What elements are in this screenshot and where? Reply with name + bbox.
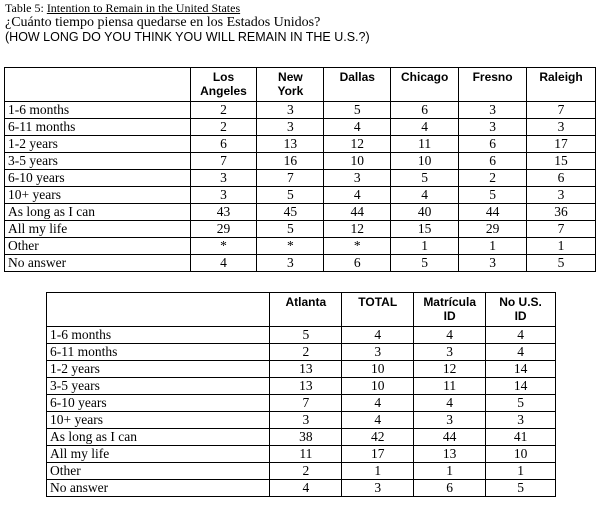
table-cities	[4, 67, 596, 272]
table-cell: 3	[342, 344, 414, 361]
table-cell: 2	[270, 463, 342, 480]
table-cell: 1	[391, 238, 459, 255]
table-cell: 3	[342, 480, 414, 497]
table-cell: *	[190, 238, 257, 255]
table-cell: 12	[324, 136, 391, 153]
table-row	[47, 446, 556, 463]
row-label: 1-2 years	[5, 136, 191, 153]
table-row	[5, 238, 596, 255]
table-cell: 7	[527, 221, 596, 238]
table-cell: 4	[414, 395, 486, 412]
table-cell: 5	[391, 255, 459, 272]
table-cell: 7	[270, 395, 342, 412]
table-row	[5, 255, 596, 272]
column-header: Chicago	[391, 68, 459, 102]
table-cell: 4	[391, 119, 459, 136]
table-cell: 5	[391, 170, 459, 187]
table-cell: 4	[486, 327, 556, 344]
table-row	[5, 170, 596, 187]
table-cell: 4	[342, 327, 414, 344]
table-cell: 3	[414, 344, 486, 361]
caption-spanish: ¿Cuánto tiempo piensa quedarse en los Estados Unidos?	[5, 15, 321, 30]
table-cell: 3	[257, 119, 324, 136]
table-cell: 5	[527, 255, 596, 272]
table-cell: 45	[257, 204, 324, 221]
caption-prefix: Table 5:	[5, 1, 47, 15]
table-totals-body	[47, 327, 556, 497]
table-cell: 43	[190, 204, 257, 221]
column-header: TOTAL	[342, 293, 414, 327]
table-cell: 12	[414, 361, 486, 378]
row-label: 3-5 years	[47, 378, 270, 395]
table-cell: 12	[324, 221, 391, 238]
table-row	[5, 102, 596, 119]
table-cell: 4	[270, 480, 342, 497]
row-label: All my life	[47, 446, 270, 463]
table-cell: 2	[190, 119, 257, 136]
table-row	[47, 327, 556, 344]
row-label: 10+ years	[47, 412, 270, 429]
table-cell: 4	[391, 187, 459, 204]
column-header: Matrícula ID	[414, 293, 486, 327]
header-row	[5, 68, 596, 102]
table-cell: 5	[486, 395, 556, 412]
table-cell: 36	[527, 204, 596, 221]
table-row	[47, 480, 556, 497]
column-header: Los Angeles	[190, 68, 257, 102]
table-cell: 6	[391, 102, 459, 119]
table-cell: 3	[527, 187, 596, 204]
table-cell: 4	[190, 255, 257, 272]
row-label: 1-2 years	[47, 361, 270, 378]
caption-english: (HOW LONG DO YOU THINK YOU WILL REMAIN IN THE U.S.?)	[5, 30, 370, 44]
table-cell: 17	[527, 136, 596, 153]
table-row	[5, 221, 596, 238]
row-label: As long as I can	[47, 429, 270, 446]
table-cell: 6	[459, 136, 527, 153]
table-cell: 11	[414, 378, 486, 395]
table-row	[47, 395, 556, 412]
table-cities-body	[5, 102, 596, 272]
row-label: Other	[47, 463, 270, 480]
table-row	[5, 187, 596, 204]
column-header: Dallas	[324, 68, 391, 102]
row-label: All my life	[5, 221, 191, 238]
table-row	[47, 378, 556, 395]
table-cell: 10	[342, 361, 414, 378]
table-cell: 7	[257, 170, 324, 187]
table-cell: 7	[527, 102, 596, 119]
table-cell: 4	[486, 344, 556, 361]
table-cell: 42	[342, 429, 414, 446]
row-label: 3-5 years	[5, 153, 191, 170]
table-cell: 4	[324, 187, 391, 204]
table-cell: 6	[527, 170, 596, 187]
table-cell: 5	[459, 187, 527, 204]
table-cell: 3	[459, 119, 527, 136]
row-label: 6-10 years	[5, 170, 191, 187]
table-cell: 6	[324, 255, 391, 272]
table-cell: 29	[190, 221, 257, 238]
table-cell: 44	[414, 429, 486, 446]
table-totals	[46, 292, 556, 497]
table-cell: 10	[324, 153, 391, 170]
table-cell: 1	[414, 463, 486, 480]
row-label: 6-10 years	[47, 395, 270, 412]
column-header: New York	[257, 68, 324, 102]
table-row	[5, 153, 596, 170]
header-row	[47, 293, 556, 327]
table-cell: 10	[391, 153, 459, 170]
table-caption	[5, 1, 370, 45]
table-cell: 3	[190, 170, 257, 187]
table-row	[47, 463, 556, 480]
table-cities-header	[5, 68, 596, 102]
table-cell: 3	[257, 255, 324, 272]
table-cell: 38	[270, 429, 342, 446]
table-cell: 16	[257, 153, 324, 170]
column-header: Raleigh	[527, 68, 596, 102]
table-cell: 1	[342, 463, 414, 480]
table-cell: 40	[391, 204, 459, 221]
table-cell: 3	[459, 102, 527, 119]
table-cell: 4	[342, 412, 414, 429]
table-cell: 3	[486, 412, 556, 429]
table-cell: 4	[324, 119, 391, 136]
table-row	[5, 204, 596, 221]
table-cell: 41	[486, 429, 556, 446]
table-cell: 11	[391, 136, 459, 153]
row-label: 6-11 months	[5, 119, 191, 136]
table-row	[5, 119, 596, 136]
table-cell: 1	[486, 463, 556, 480]
table-cell: 5	[257, 187, 324, 204]
table-cell: 2	[190, 102, 257, 119]
table-cell: 5	[324, 102, 391, 119]
column-header: Atlanta	[270, 293, 342, 327]
table-cell: 44	[459, 204, 527, 221]
table-cell: 3	[324, 170, 391, 187]
table-cell: 5	[270, 327, 342, 344]
row-label: As long as I can	[5, 204, 191, 221]
table-cell: 6	[459, 153, 527, 170]
row-label: 1-6 months	[47, 327, 270, 344]
table-row	[47, 412, 556, 429]
table-row	[47, 361, 556, 378]
column-header: Fresno	[459, 68, 527, 102]
table-cell: 5	[486, 480, 556, 497]
table-cell: 17	[342, 446, 414, 463]
table-cell: 5	[257, 221, 324, 238]
table-cell: 14	[486, 378, 556, 395]
row-label: 6-11 months	[47, 344, 270, 361]
row-label: No answer	[5, 255, 191, 272]
table-cell: 4	[414, 327, 486, 344]
row-label: No answer	[47, 480, 270, 497]
table-cell: 29	[459, 221, 527, 238]
table-cell: 13	[270, 361, 342, 378]
column-header: No U.S. ID	[486, 293, 556, 327]
table-cell: *	[324, 238, 391, 255]
caption-title: Intention to Remain in the United States	[46, 1, 241, 15]
table-cell: *	[257, 238, 324, 255]
table-cell: 14	[486, 361, 556, 378]
table-cell: 3	[527, 119, 596, 136]
header-corner	[5, 68, 191, 102]
row-label: Other	[5, 238, 191, 255]
table-cell: 1	[527, 238, 596, 255]
table-row	[47, 429, 556, 446]
table-cell: 13	[270, 378, 342, 395]
table-cell: 3	[257, 102, 324, 119]
table-cell: 15	[527, 153, 596, 170]
table-cell: 4	[342, 395, 414, 412]
table-row	[5, 136, 596, 153]
table-cell: 44	[324, 204, 391, 221]
table-cell: 11	[270, 446, 342, 463]
caption-title-line	[5, 1, 370, 15]
table-cell: 15	[391, 221, 459, 238]
header-corner	[47, 293, 270, 327]
row-label: 10+ years	[5, 187, 191, 204]
table-cell: 10	[486, 446, 556, 463]
table-cell: 3	[459, 255, 527, 272]
row-label: 1-6 months	[5, 102, 191, 119]
table-cell: 3	[414, 412, 486, 429]
table-cell: 7	[190, 153, 257, 170]
table-cell: 3	[270, 412, 342, 429]
table-cell: 13	[257, 136, 324, 153]
table-cell: 13	[414, 446, 486, 463]
table-cell: 3	[190, 187, 257, 204]
table-cell: 6	[414, 480, 486, 497]
table-cell: 1	[459, 238, 527, 255]
table-row	[47, 344, 556, 361]
table-cell: 2	[270, 344, 342, 361]
table-totals-header	[47, 293, 556, 327]
table-cell: 2	[459, 170, 527, 187]
table-cell: 10	[342, 378, 414, 395]
table-cell: 6	[190, 136, 257, 153]
